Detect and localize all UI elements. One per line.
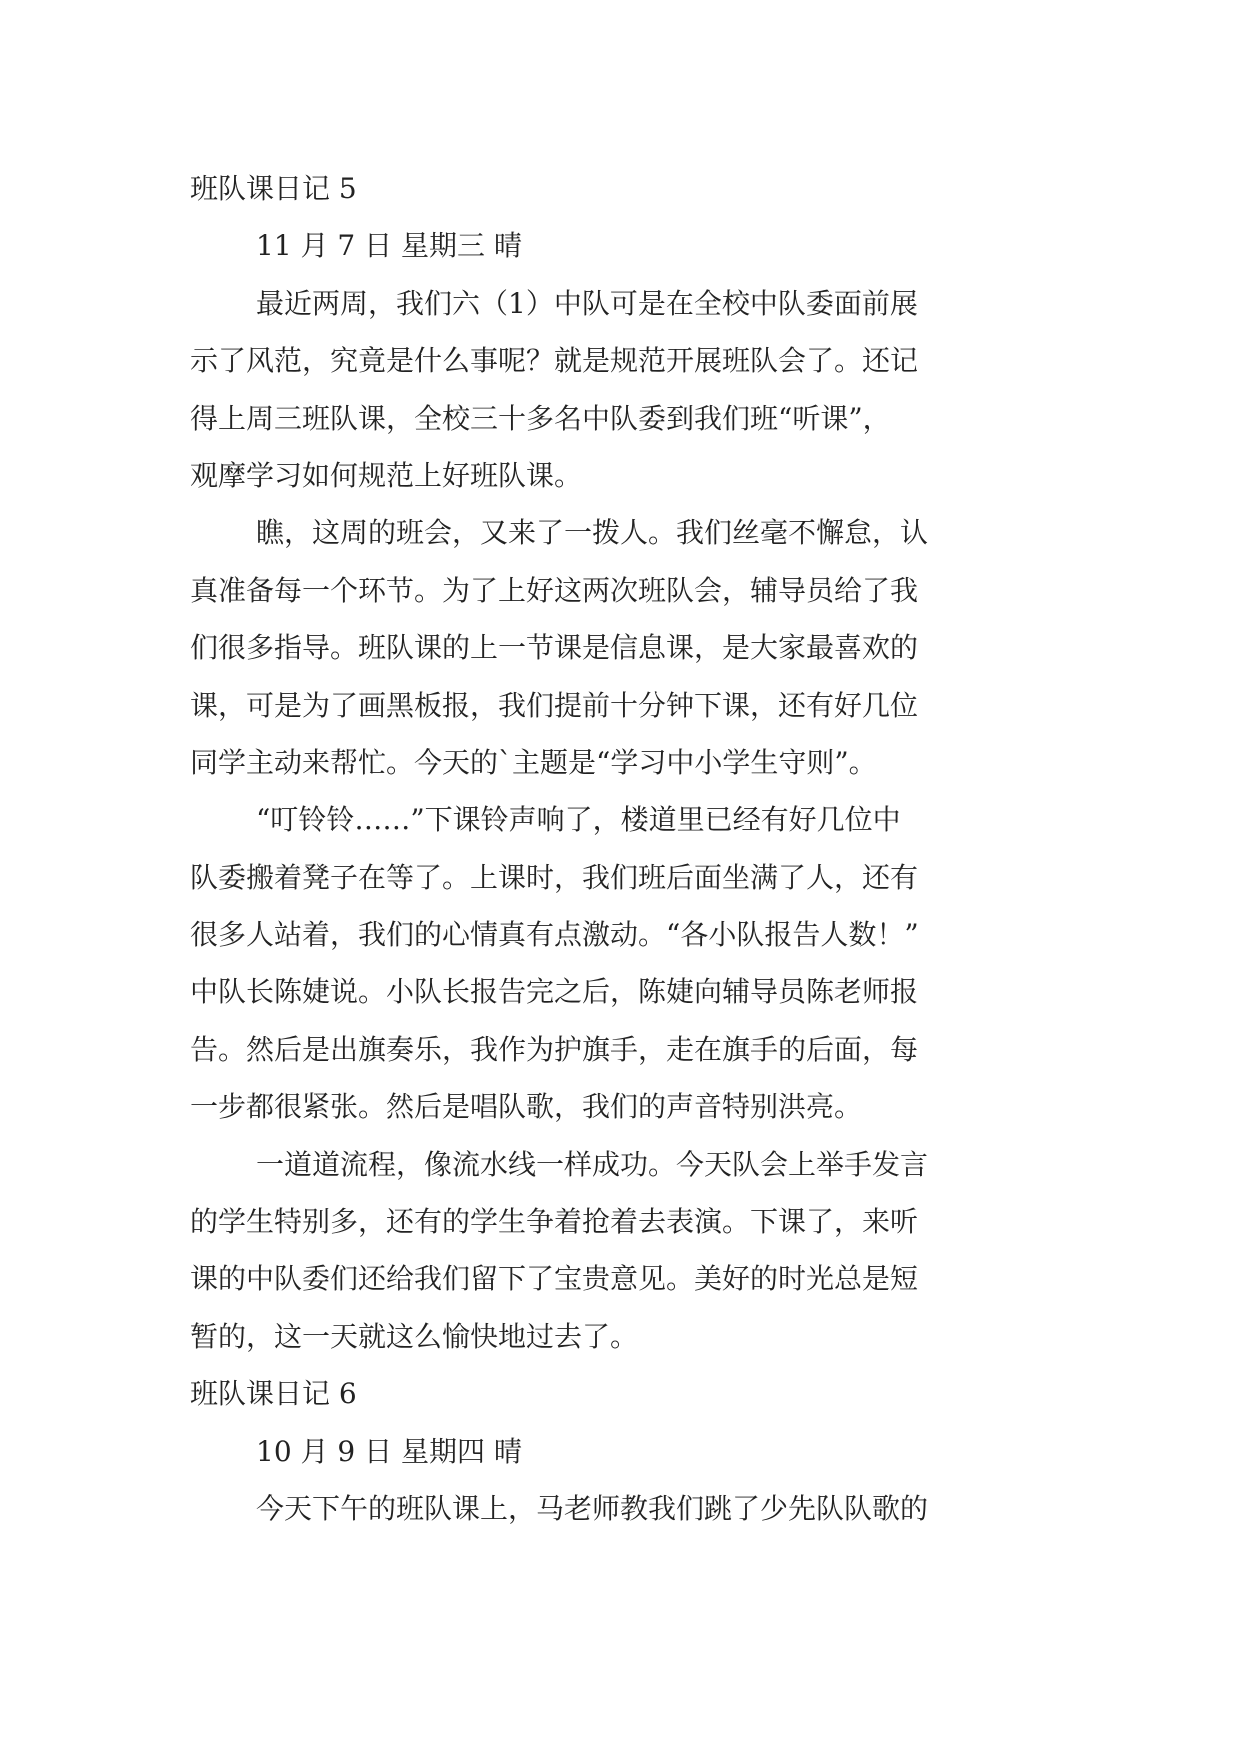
- text-line: “叮铃铃……”下课铃声响了，楼道里已经有好几位中: [256, 803, 901, 837]
- text-line: 示了风范，究竟是什么事呢？就是规范开展班队会了。还记: [190, 344, 919, 378]
- paragraph: [190, 791, 1050, 1135]
- text-line: 一步都很紧张。然后是唱队歌，我们的声音特别洪亮。: [190, 1090, 863, 1124]
- text-line: 课的中队委们还给我们留下了宝贵意见。美好的时光总是短: [190, 1262, 919, 1296]
- text-line: 很多人站着，我们的心情真有点激动。“各小队报告人数！”: [190, 918, 919, 952]
- text-line: 队委搬着凳子在等了。上课时，我们班后面坐满了人，还有: [190, 860, 919, 894]
- paragraph: [190, 1480, 1050, 1537]
- paragraph: [190, 504, 1050, 791]
- text-line: 中队长陈婕说。小队长报告完之后，陈婕向辅导员陈老师报: [190, 975, 919, 1009]
- text-line: 的学生特别多，还有的学生争着抢着去表演。下课了，来听: [190, 1205, 919, 1239]
- text-line: 最近两周，我们六（1）中队可是在全校中队委面前展: [256, 286, 918, 320]
- text-line: 一道道流程，像流水线一样成功。今天队会上举手发言: [256, 1147, 929, 1181]
- text-line: 暂的，这一天就这么愉快地过去了。: [190, 1319, 639, 1353]
- text-line: 瞧，这周的班会，又来了一拨人。我们丝毫不懈怠，认: [256, 516, 929, 550]
- diary-title: 班队课日记 5: [190, 172, 357, 205]
- text-line: 今天下午的班队课上，马老师教我们跳了少先队队歌的: [256, 1491, 929, 1525]
- text-line: 真准备每一个环节。为了上好这两次班队会，辅导员给了我: [190, 573, 919, 607]
- text-line: 课，可是为了画黑板报，我们提前十分钟下课，还有好几位: [190, 688, 919, 722]
- paragraph: [190, 275, 1050, 505]
- paragraph: [190, 1136, 1050, 1366]
- diary-date: 10 月 9 日 星期四 晴: [256, 1434, 522, 1468]
- text-line: 告。然后是出旗奏乐，我作为护旗手，走在旗手的后面，每: [190, 1032, 919, 1066]
- document-page: [190, 160, 1050, 1537]
- text-line: 们很多指导。班队课的上一节课是信息课，是大家最喜欢的: [190, 631, 919, 665]
- text-line: 得上周三班队课，全校三十多名中队委到我们班“听课”，: [190, 401, 891, 435]
- diary-date: 11 月 7 日 星期三 晴: [256, 229, 522, 263]
- text-line: 同学主动来帮忙。今天的`主题是“学习中小学生守则”。: [190, 745, 877, 779]
- text-line: 观摩学习如何规范上好班队课。: [190, 458, 583, 492]
- diary-title: 班队课日记 6: [190, 1377, 357, 1411]
